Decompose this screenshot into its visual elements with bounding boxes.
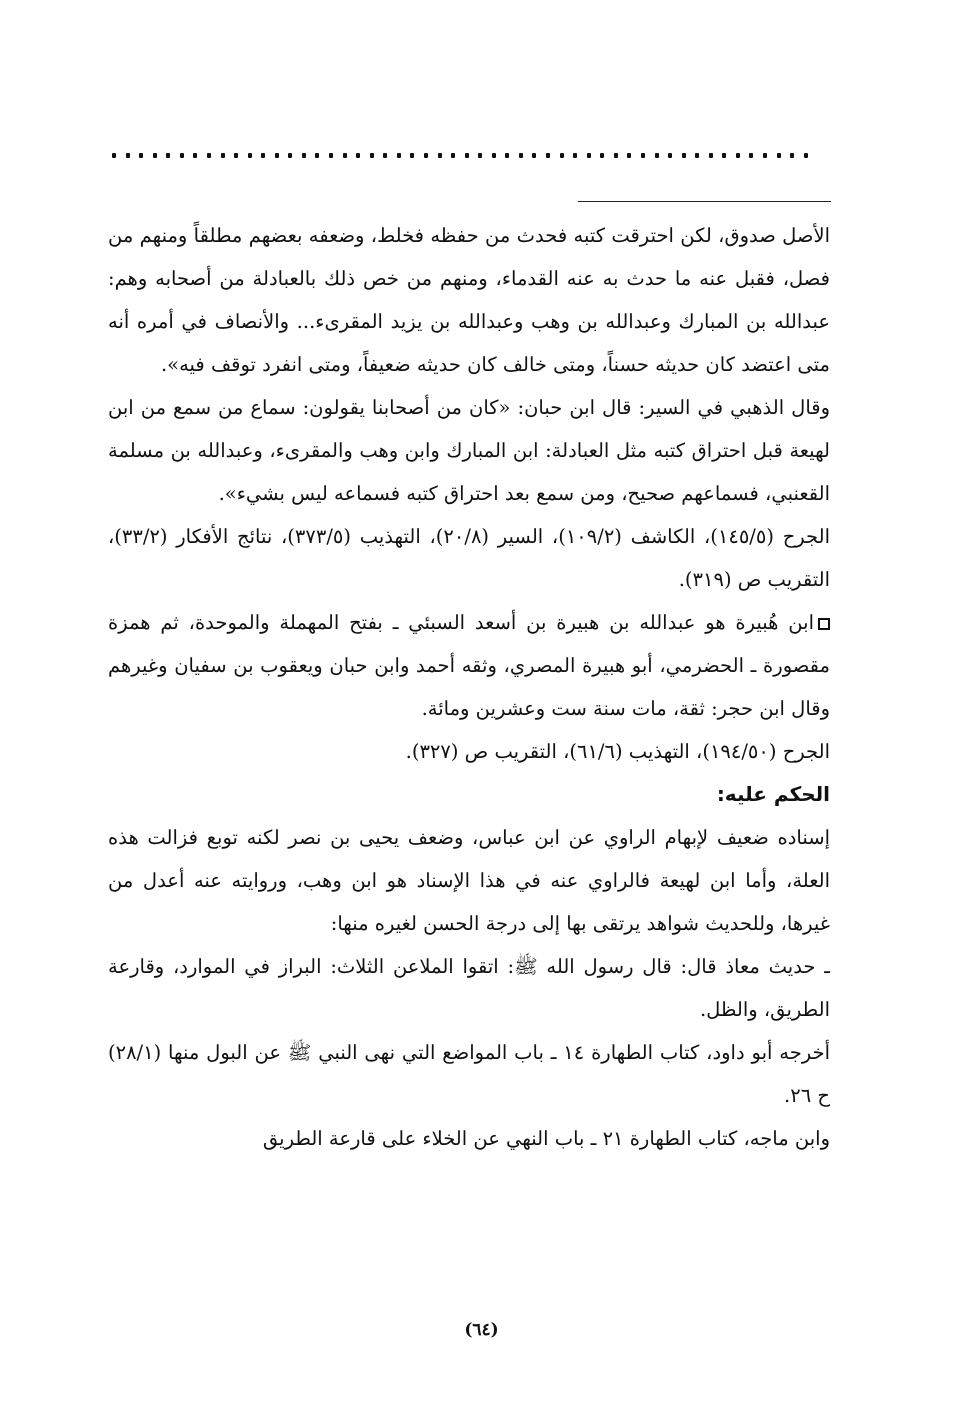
separator-dot [275, 153, 279, 158]
paragraph-ibn-majah-reference: وابن ماجه، كتاب الطهارة ٢١ ـ باب النهي عن الخلاء على قارعة الطريق [262, 1127, 830, 1150]
separator-dot [627, 153, 631, 158]
separator-dot [356, 153, 360, 158]
separator-dot [465, 153, 469, 158]
separator-dot [438, 153, 442, 158]
separator-dot [573, 153, 577, 158]
separator-dot [180, 153, 184, 158]
separator-dot [763, 153, 767, 158]
separator-dot [424, 153, 428, 158]
paragraph-ruling: إسناده ضعيف لإبهام الراوي عن ابن عباس، وضعف يحيى بن نصر لكنه توبع فزالت هذه العلة، وأما ابن لهيعة فالراوي عنه في هذا الإسناد هو ابن وهب، وروايته عنه أعدل من غيرها، وللحديث شواهد يرتقى بها إلى درجة الحسن لغيره منها: [108, 826, 830, 935]
separator-dot [492, 153, 496, 158]
separator-dot [126, 153, 130, 158]
section-heading-ruling: الحكم عليه: [716, 782, 830, 806]
separator-dot [153, 153, 157, 158]
paragraph-narrator-status: الأصل صدوق، لكن احترقت كتبه فحدث من حفظه فخلط، وضعفه بعضهم مطلقاً ومنهم من فصل، فقبل عنه ما حدث به عنه القدماء، ومنهم من خص ذلك بالعبادلة من أصحابه وهم: عبدالله بن المبارك وعبدالله بن وهب وعبدالله بن يزيد المقرىء... والأنصاف في أمره أنه متى اعتضد كان حديثه حسناً، ومتى خالف كان حديثه ضعيفاً، ومتى انفرد توقف فيه». [108, 224, 830, 376]
paragraph-ibn-hubayra [108, 601, 830, 730]
separator-dot [343, 153, 347, 158]
separator-dot [248, 153, 252, 158]
separator-dot [302, 153, 306, 158]
square-bullet-icon [818, 618, 830, 630]
footnote-separator-line [578, 201, 831, 202]
separator-dot [370, 153, 374, 158]
separator-dot [641, 153, 645, 158]
paragraph-references-ibn-hubayra: الجرح (١٩٤/٥٠)، التهذيب (٦١/٦)، التقريب ص (٣٢٧). [405, 740, 830, 763]
separator-dot [166, 153, 170, 158]
separator-dot [777, 153, 781, 158]
paragraph-dhahabi-quote: وقال الذهبي في السير: قال ابن حبان: «كان من أصحابنا يقولون: سماع من سمع من ابن لهيعة قبل احتراق كتبه مثل العبادلة: ابن المبارك وابن وهب والمقرىء، وعبدالله بن مسلمة القعنبي، فسماعهم صحيح، ومن سمع بعد احتراق كتبه فسماعه ليس بشيء». [108, 396, 830, 505]
page-body [108, 214, 830, 1160]
separator-dot [749, 153, 753, 158]
separator-dot [207, 153, 211, 158]
separator-dot [261, 153, 265, 158]
separator-dot [221, 153, 225, 158]
separator-dot [695, 153, 699, 158]
paragraph-references-ibn-lahiah: الجرح (١٤٥/٥)، الكاشف (١٠٩/٢)، السير (٢٠/٨)، التهذيب (٣٧٣/٥)، نتائج الأفكار (٣٣/٢)، التقريب ص (٣١٩). [108, 525, 831, 591]
separator-dot [234, 153, 238, 158]
separator-dot [410, 153, 414, 158]
separator-dot [668, 153, 672, 158]
separator-dot [600, 153, 604, 158]
separator-dot [709, 153, 713, 158]
separator-dot [804, 153, 808, 158]
separator-dot [478, 153, 482, 158]
separator-dot [193, 153, 197, 158]
paragraph-abu-dawud-reference: أخرجه أبو داود، كتاب الطهارة ١٤ ـ باب المواضع التي نهى النبي ﷺ عن البول منها (٢٨/١) ح ٢٦. [108, 1041, 830, 1107]
paragraph-ibn-hubayra-text: ابن هُبيرة هو عبدالله بن هبيرة بن أسعد السبئي ـ بفتح المهملة والموحدة، ثم همزة مقصورة ـ الحضرمي، أبو هبيرة المصري، وثقه أحمد وابن حبان ويعقوب بن سفيان وغيرهم وقال ابن حجر: ثقة، مات سنة ست وعشرين ومائة. [108, 611, 830, 720]
separator-dot [614, 153, 618, 158]
separator-dot [655, 153, 659, 158]
separator-dot [288, 153, 292, 158]
separator-dot [383, 153, 387, 158]
separator-dot [722, 153, 726, 158]
separator-dot [519, 153, 523, 158]
separator-dot [546, 153, 550, 158]
separator-dot [532, 153, 536, 158]
separator-dot [315, 153, 319, 158]
separator-dot [736, 153, 740, 158]
dotted-separator [112, 150, 808, 160]
separator-dot [397, 153, 401, 158]
paragraph-muadh-hadith: ـ حديث معاذ قال: قال رسول الله ﷺ: اتقوا الملاعن الثلاث: البراز في الموارد، وقارعة الطريق، والظل. [108, 955, 830, 1021]
separator-dot [790, 153, 794, 158]
page-number: (٦٤) [464, 1320, 499, 1340]
separator-dot [560, 153, 564, 158]
separator-dot [112, 153, 116, 158]
separator-dot [682, 153, 686, 158]
separator-dot [329, 153, 333, 158]
separator-dot [139, 153, 143, 158]
separator-dot [587, 153, 591, 158]
separator-dot [505, 153, 509, 158]
separator-dot [451, 153, 455, 158]
